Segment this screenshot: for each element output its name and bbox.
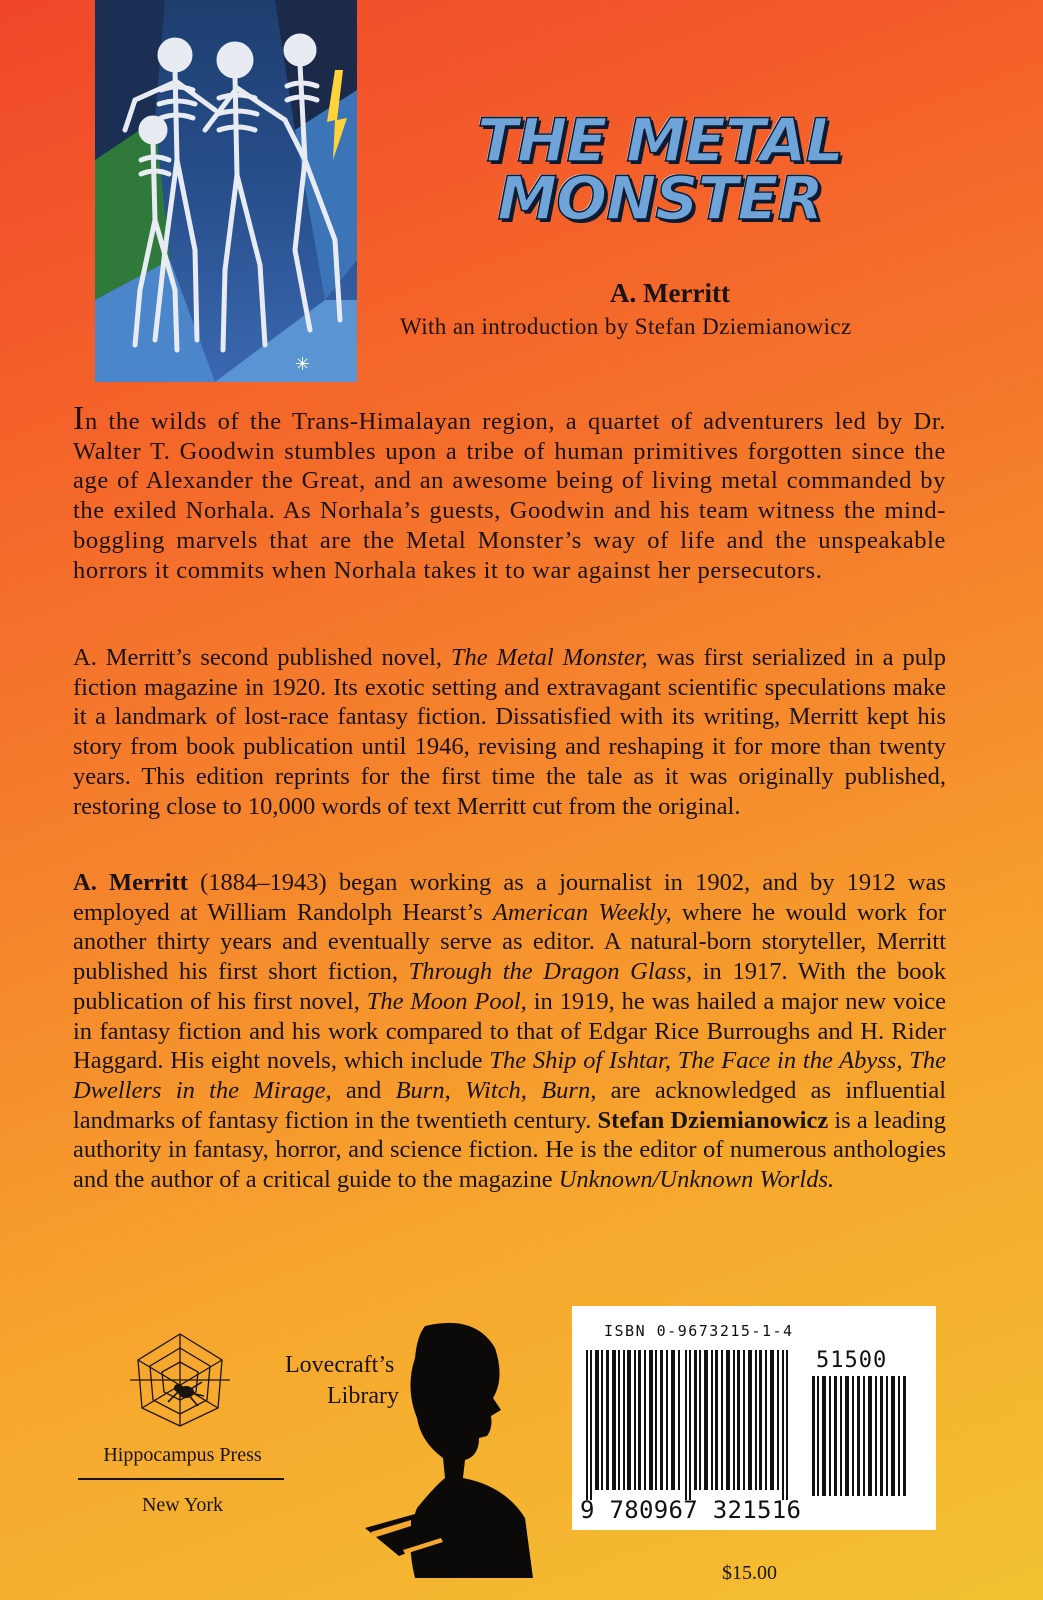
text-run: is a leading authority in fantasy, horror, and science fiction. He is the editor of numerous anthologies and the author of a critical guide to the magazine	[73, 1106, 946, 1194]
book-title	[440, 106, 880, 234]
italic-title: Through the Dragon Glass,	[408, 958, 693, 986]
series-line-1: Lovecraft’s	[285, 1352, 395, 1378]
ean-barcode	[586, 1350, 801, 1500]
italic-title: Burn, Witch, Burn,	[395, 1076, 597, 1104]
price-code-text: 51500	[816, 1348, 888, 1373]
blurb-paragraph-1	[73, 400, 946, 585]
drop-cap: I	[73, 400, 85, 437]
bio-name-merritt: A. Merritt	[73, 869, 188, 896]
publisher-divider	[78, 1478, 284, 1480]
text-run: are acknowledged as influential landmarks of fantasy fiction in the twentieth century.	[73, 1076, 947, 1134]
title-line-1: THE METAL	[477, 106, 843, 176]
ean-digits: 9 780967 321516	[580, 1496, 802, 1524]
italic-title: The Moon Pool,	[366, 987, 527, 1015]
publisher-name: Hippocampus Press	[103, 1444, 262, 1466]
bio-name-dziemianowicz: Stefan Dziemianowicz	[597, 1106, 829, 1134]
text-run: was first serialized in a pulp fiction magazine in 1920. Its exotic setting and extravagant scientific speculations make it a landmark of lost-race fantasy fiction. Dissatisfied with its writing, Merritt kept his story from book publication until 1946, revising and reshaping it for more than twenty years. This edition reprints for the first time the tale as it was originally published, restoring close to 10,000 words of text Merritt cut from the original.	[73, 644, 946, 820]
italic-title: Unknown/Unknown Worlds.	[558, 1166, 835, 1194]
svg-text:✳: ✳	[295, 354, 311, 375]
italic-title: The Ship of Ishtar, The Face in the Abyss, The Dwellers in the Mirage,	[73, 1047, 947, 1104]
series-label	[285, 1350, 435, 1412]
text-run: A. Merritt’s second published novel,	[73, 644, 451, 671]
blurb-paragraph-2	[73, 643, 946, 821]
cover-illustration	[95, 0, 357, 382]
isbn-text: ISBN 0-9673215-1-4	[604, 1322, 794, 1340]
text-run: where he would work for another thirty years and eventually serve as editor. A natural-born storyteller, Merritt published his first short fiction,	[73, 898, 946, 986]
author-name: A. Merritt	[610, 278, 730, 308]
text-run: (1884–1943) began working as a journalist in 1902, and by 1912 was employed at William Randolph Hearst’s	[73, 869, 946, 926]
spider-web-icon	[130, 1330, 230, 1430]
book-title-italic: The Metal Monster,	[450, 644, 648, 671]
series-line-2: Library	[327, 1383, 399, 1409]
blurb-paragraph-1-text: n the wilds of the Trans-Himalayan region, a quartet of adventurers led by Dr. Walter T. Goodwin stumbles upon a tribe of human primitives forgotten since the age of Alexander the Great, and an awesome being of living metal commanded by the exiled Norhala. As Norhala’s guests, Goodwin and his team witness the mind-boggling marvels that are the Metal Monster’s way of life and the unspeakable horrors it commits when Norhala takes it to war against her persecutors.	[73, 408, 946, 584]
introduction-credit: With an introduction by Stefan Dziemianowicz	[400, 314, 852, 339]
title-line-2: MONSTER	[497, 164, 823, 234]
publisher-city: New York	[141, 1494, 224, 1516]
text-run: and	[331, 1076, 396, 1104]
price-barcode	[812, 1376, 912, 1496]
italic-title: American Weekly,	[492, 898, 672, 926]
skeletons-illustration-icon	[95, 0, 357, 382]
barcode-panel	[572, 1306, 936, 1530]
text-run: in 1919, he was hailed a major new voice in fantasy fiction and his work compared to that of Edgar Rice Burroughs and H. Rider Haggard. His eight novels, which include	[73, 987, 947, 1075]
price-label: $15.00	[722, 1562, 777, 1584]
text-run: in 1917. With the book publication of his first novel,	[73, 958, 946, 1015]
author-biography	[73, 868, 946, 1195]
